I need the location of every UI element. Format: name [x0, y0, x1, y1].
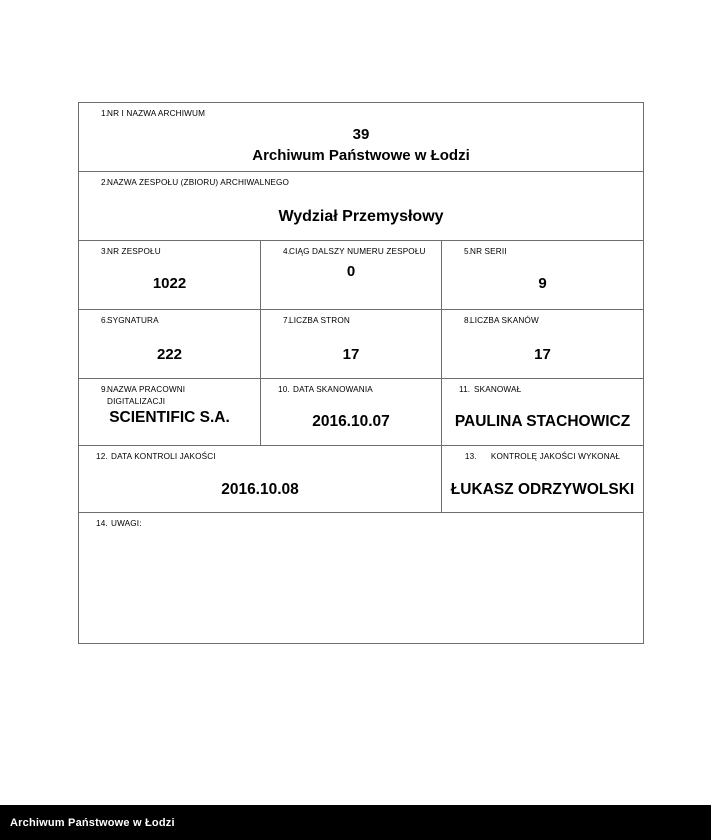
field-number-1: 1. — [101, 109, 109, 118]
field-label-7 — [267, 315, 435, 327]
field-caption-9: NAZWA PRACOWNI DIGITALIZACJI — [107, 385, 186, 406]
field-number-5: 5. — [464, 247, 472, 256]
table-row-archive — [79, 103, 644, 172]
field-caption-2: NAZWA ZESPOŁU (ZBIORU) ARCHIWALNEGO — [107, 178, 290, 187]
field-caption-13: KONTROLĘ JAKOŚCI WYKONAŁ — [490, 452, 621, 461]
field-number-3: 3. — [101, 247, 109, 256]
field-caption-8: LICZBA SKANÓW — [470, 316, 539, 325]
archive-number: 39 — [352, 125, 370, 143]
table-row-scanning — [79, 379, 644, 446]
cell-qc-performed-by — [442, 446, 644, 513]
field-label-8 — [448, 315, 637, 327]
cell-fonds-name — [79, 172, 644, 241]
field-number-2: 2. — [101, 178, 109, 187]
field-number-12: 12. — [96, 452, 108, 461]
field-number-7: 7. — [283, 316, 291, 325]
field-label-14 — [85, 518, 637, 530]
field-caption-6: SYGNATURA — [107, 316, 159, 325]
table-row-quality-control — [79, 446, 644, 513]
cell-fonds-number-continued — [261, 241, 442, 310]
scanning-metadata-table — [78, 102, 644, 644]
field-value-11: PAULINA STACHOWICZ — [454, 412, 631, 430]
field-label-4 — [267, 246, 435, 258]
field-value-6: 222 — [156, 345, 183, 363]
table-row-fonds-numbers — [79, 241, 644, 310]
cell-scanned-by — [442, 379, 644, 446]
field-label-1 — [85, 108, 637, 120]
field-label-5 — [448, 246, 637, 258]
cell-scan-count — [442, 310, 644, 379]
field-label-13 — [448, 451, 637, 463]
field-value-3: 1022 — [152, 274, 187, 292]
field-caption-10: DATA SKANOWANIA — [293, 385, 373, 394]
field-number-4: 4. — [283, 247, 291, 256]
field-value-7: 17 — [342, 345, 360, 363]
field-label-11 — [448, 384, 637, 396]
field-caption-12: DATA KONTROLI JAKOŚCI — [111, 452, 216, 461]
cell-signature — [79, 310, 261, 379]
field-label-12 — [85, 451, 435, 463]
table-row-counts — [79, 310, 644, 379]
field-number-14: 14. — [96, 519, 108, 528]
field-label-2 — [85, 177, 637, 189]
field-caption-11: SKANOWAŁ — [474, 385, 522, 394]
cell-series-number — [442, 241, 644, 310]
cell-page-count — [261, 310, 442, 379]
field-label-3 — [85, 246, 254, 258]
field-caption-4: CIĄG DALSZY NUMERU ZESPOŁU — [289, 247, 426, 256]
field-value-2: Wydział Przemysłowy — [278, 207, 444, 225]
field-value-9: SCIENTIFIC S.A. — [109, 409, 230, 426]
field-label-9 — [85, 384, 254, 407]
cell-remarks — [79, 513, 644, 644]
field-caption-1: NR I NAZWA ARCHIWUM — [107, 109, 206, 118]
footer-institution-name: Archiwum Państwowe w Łodzi — [10, 816, 175, 829]
cell-fonds-number — [79, 241, 261, 310]
field-caption-3: NR ZESPOŁU — [107, 247, 161, 256]
archive-name: Archiwum Państwowe w Łodzi — [252, 146, 470, 164]
field-value-8: 17 — [534, 345, 551, 363]
field-number-9: 9. — [101, 385, 109, 394]
field-caption-5: NR SERII — [470, 247, 507, 256]
table-row-fonds — [79, 172, 644, 241]
field-number-10: 10. — [278, 385, 290, 394]
field-value-13: ŁUKASZ ODRZYWOLSKI — [450, 480, 635, 498]
field-number-8: 8. — [464, 316, 472, 325]
field-number-6: 6. — [101, 316, 109, 325]
field-caption-14: UWAGI: — [111, 519, 142, 528]
field-label-10 — [267, 384, 435, 396]
cell-scan-date — [261, 379, 442, 446]
cell-digitization-lab — [79, 379, 261, 446]
cell-qc-date — [79, 446, 442, 513]
field-value-5: 9 — [538, 274, 547, 292]
cell-archive-name — [79, 103, 644, 172]
field-number-13: 13. — [464, 452, 477, 461]
field-value-10: 2016.10.07 — [312, 412, 390, 430]
table-row-remarks — [79, 513, 644, 644]
field-value-1 — [85, 124, 637, 166]
field-value-4: 0 — [346, 262, 356, 280]
footer-bar — [0, 805, 711, 840]
field-caption-7: LICZBA STRON — [289, 316, 350, 325]
field-value-12: 2016.10.08 — [221, 480, 299, 498]
field-number-11: 11. — [459, 385, 471, 394]
field-label-6 — [85, 315, 254, 327]
